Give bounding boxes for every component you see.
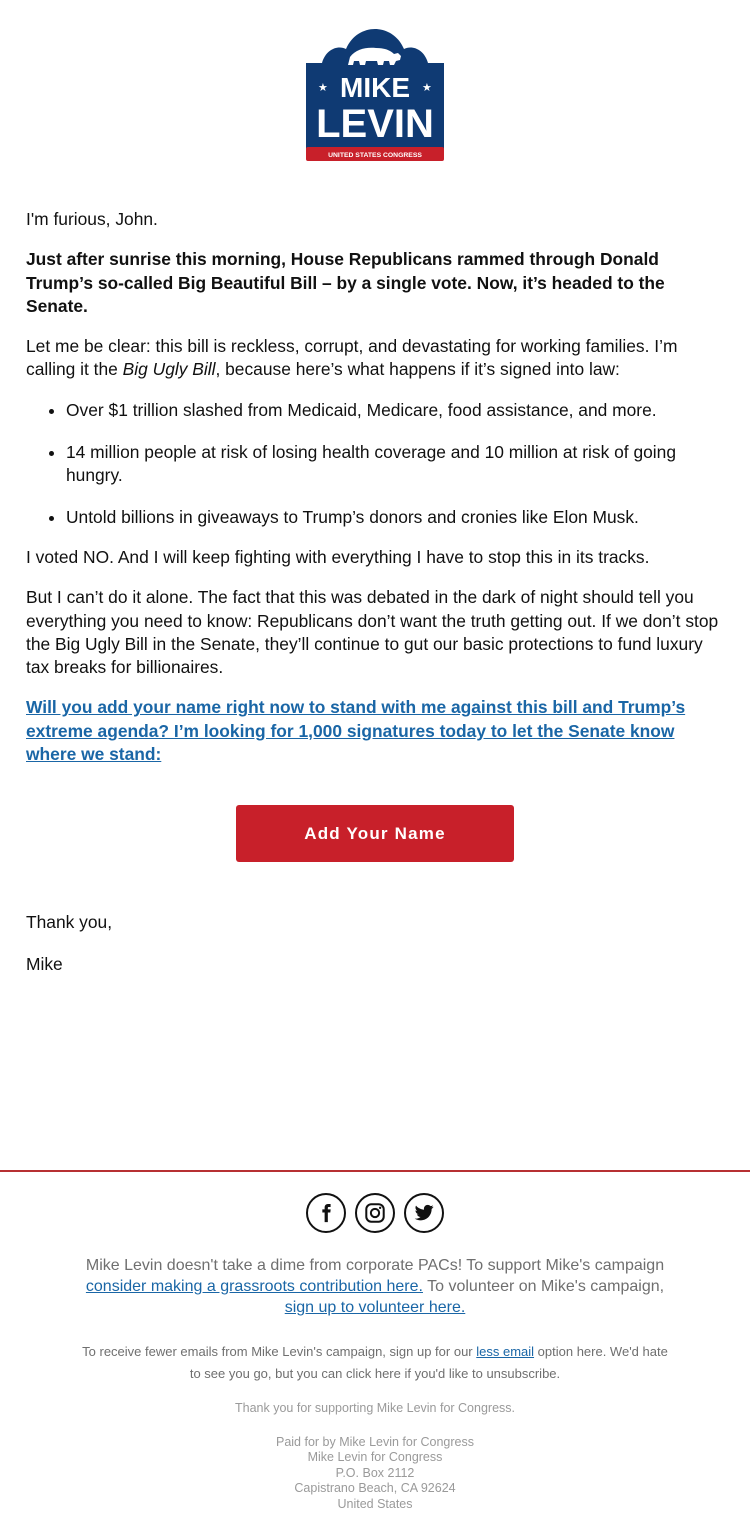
impact-list (26, 399, 726, 529)
signoff (26, 911, 112, 995)
cta-link[interactable]: Will you add your name right now to stand with me against this bill and Trump’s extreme agenda? I’m looking for 1,000 signatures today to let the Senate know where we stand: (26, 697, 686, 765)
list-item: • 14 million people at risk of losing health coverage and 10 million at risk of going hungry. (66, 441, 726, 488)
footer-text: To volunteer on Mike's campaign, (422, 1278, 665, 1295)
footer-divider (0, 1170, 750, 1172)
logo-banner: UNITED STATES CONGRESS (328, 152, 422, 159)
less-email-link[interactable]: less email (476, 1344, 535, 1359)
unsubscribe-footer (75, 1341, 675, 1385)
footer-text: option here. We'd hate to see you go, but you can click here if you'd like to unsubscribe. (189, 1344, 668, 1381)
signoff-thanks: Thank you, (26, 912, 113, 932)
signoff-name: Mike (26, 954, 63, 974)
mailing-address (75, 1435, 675, 1512)
address-line: P.O. Box 2112 (335, 1465, 415, 1480)
footer-text: To receive fewer emails from Mike Levin's campaign, sign up for our (82, 1344, 477, 1359)
social-links (0, 1193, 750, 1233)
cta-paragraph (26, 696, 726, 766)
italic-bill-name: Big Ugly Bill (122, 359, 216, 380)
address-line: Capistrano Beach, CA 92624 (294, 1481, 456, 1496)
paragraph-text: , because here’s what happens if it’s signed into law: (215, 359, 620, 380)
address-line: Paid for by Mike Levin for Congress (275, 1435, 474, 1449)
cta-button-row (236, 805, 514, 862)
thanks-line: Thank you for supporting Mike Levin for Congress. (235, 1401, 515, 1415)
contribution-link[interactable]: consider making a grassroots contribution here. (85, 1278, 423, 1295)
pac-footer (75, 1255, 675, 1318)
logo-line1: MIKE (340, 72, 410, 103)
twitter-icon[interactable] (404, 1193, 444, 1233)
address-line: Mike Levin for Congress (307, 1450, 443, 1465)
list-item: • Untold billions in giveaways to Trump’s donors and cronies like Elon Musk. (66, 506, 726, 529)
cant-do-alone-paragraph: But I can’t do it alone. The fact that this was debated in the dark of night should tell you everything you need to know: Republicans don’t want the truth getting out. If we don’t stop the Big Ugly Bill in the Senate, they’ll continue to gut our basic protections to fund luxury tax breaks for billionaires. (26, 587, 719, 678)
facebook-icon[interactable] (306, 1193, 346, 1233)
lead-paragraph: Just after sunrise this morning, House Republicans rammed through Donald Trump’s so-called Big Beautiful Bill – by a single vote. Now, it’s headed to the Senate. (26, 249, 665, 316)
greeting: I'm furious, John. (26, 209, 158, 229)
paragraph-big-ugly-bill (26, 335, 726, 382)
campaign-logo (304, 27, 446, 163)
svg-text:★: ★ (422, 81, 432, 94)
logo-line2: LEVIN (316, 102, 434, 146)
add-your-name-button[interactable]: Add Your Name (236, 805, 514, 862)
instagram-icon[interactable] (355, 1193, 395, 1233)
paragraph-text: Let me be clear: this bill is reckless, corrupt, and devastating for working families. I’m calling it the (26, 336, 678, 380)
voted-no-paragraph: I voted NO. And I will keep fighting with everything I have to stop this in its tracks. (26, 546, 650, 567)
volunteer-link[interactable]: sign up to volunteer here. (284, 1299, 466, 1316)
address-line: United States (337, 1496, 413, 1511)
list-item: • Over $1 trillion slashed from Medicaid, Medicare, food assistance, and more. (66, 399, 726, 422)
svg-text:★: ★ (318, 81, 328, 94)
email-body (26, 208, 726, 783)
footer-text: Mike Levin doesn't take a dime from corporate PACs! To support Mike's campaign (85, 1257, 665, 1274)
